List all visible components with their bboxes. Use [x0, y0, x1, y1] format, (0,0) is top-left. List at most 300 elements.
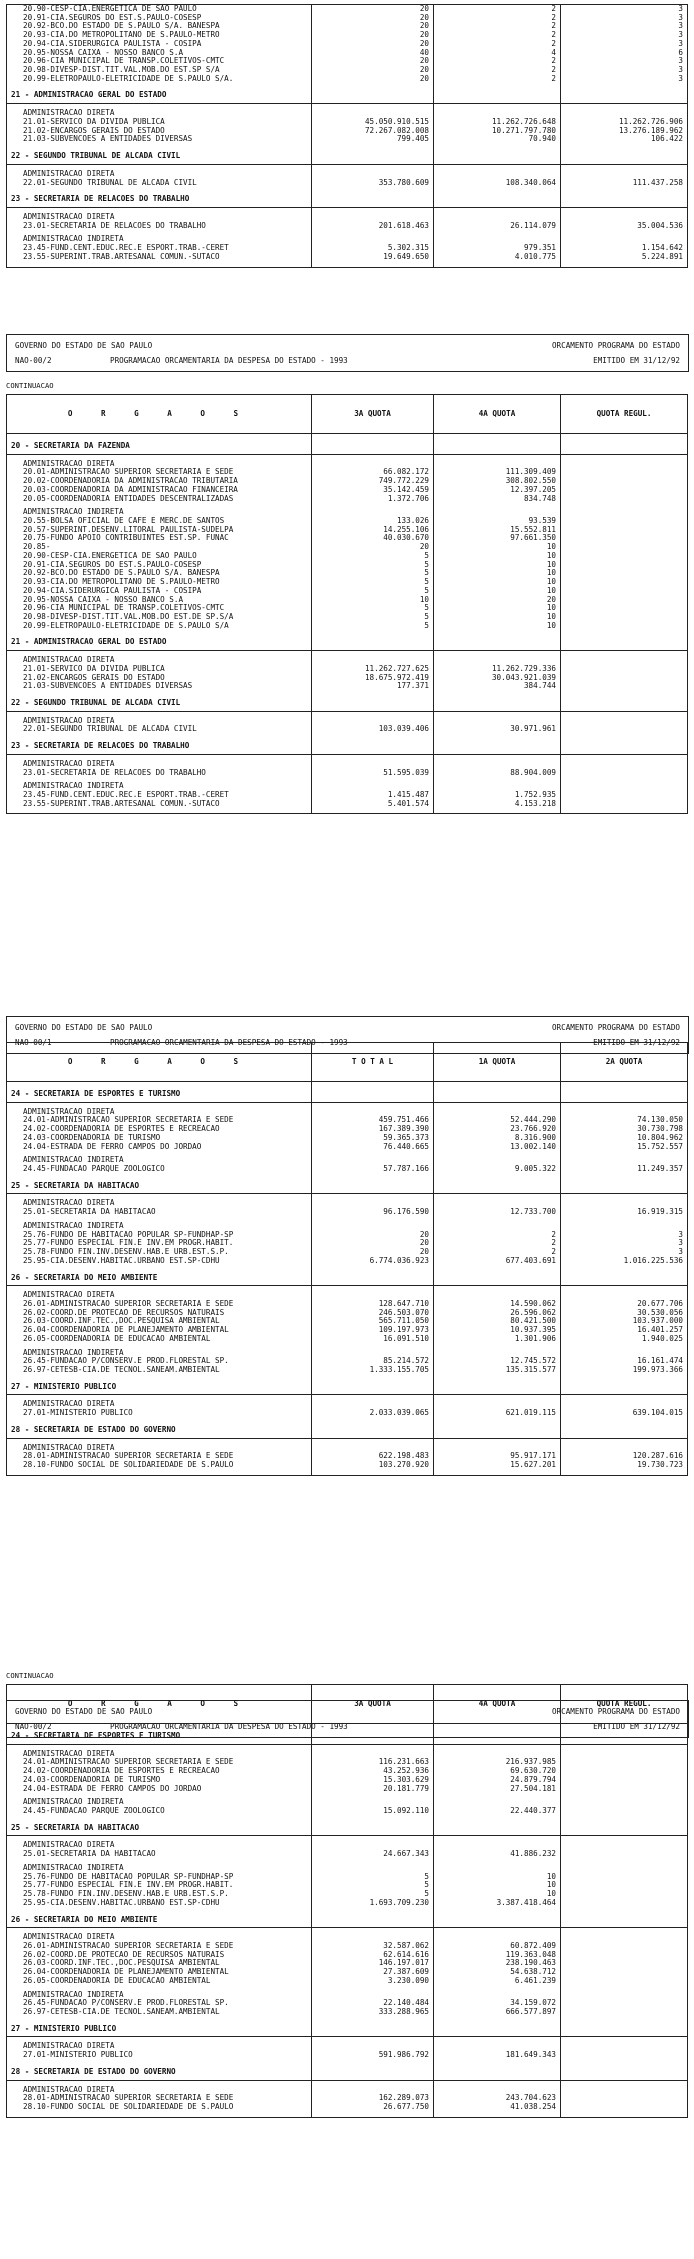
government-label: GOVERNO DO ESTADO DE SAO PAULO: [15, 1023, 153, 1032]
table-row: [7, 1850, 688, 1859]
value-cell-1: [312, 1291, 434, 1300]
value-cell-1: 1.333.155.705: [312, 1366, 434, 1375]
table-row: [7, 1977, 688, 1986]
table-row: [7, 517, 688, 526]
value-cell-3: [561, 1873, 688, 1882]
value-cell-2: 2: [434, 1239, 561, 1248]
value-cell-2: 30.043.921.039: [434, 674, 561, 683]
section-title: 27 - MINISTERIO PUBLICO: [7, 2022, 312, 2037]
section-row: [7, 192, 688, 207]
table-row: [7, 1231, 688, 1240]
orgao-label: 20.90-CESP-CIA.ENERGETICA DE SAO PAULO: [7, 5, 312, 14]
section-row: [7, 439, 688, 454]
value-cell-1: 24.667.343: [312, 1850, 434, 1859]
value-cell-2: 22.440.377: [434, 1807, 561, 1816]
col-header-orgaos: O R G A O S: [7, 395, 312, 434]
orgao-label: 26.04-COORDENADORIA DE PLANEJAMENTO AMBIENTAL: [7, 1968, 312, 1977]
value-cell-3: 3: [561, 1231, 688, 1240]
budget-label: ORCAMENTO PROGRAMA DO ESTADO: [551, 341, 680, 350]
value-cell-3: [561, 2086, 688, 2095]
value-cell-2: 181.649.343: [434, 2051, 561, 2060]
value-cell-2: 54.638.712: [434, 1968, 561, 1977]
value-cell-1: 5.401.574: [312, 800, 434, 809]
emission-date: EMITIDO EM 31/12/92: [593, 1722, 680, 1731]
subheader-row: [7, 2042, 688, 2051]
value-cell-2: 4.153.218: [434, 800, 561, 809]
value-cell-3: [561, 460, 688, 469]
orgao-label: 21.03-SUBVENCOES A ENTIDADES DIVERSAS: [7, 135, 312, 144]
value-cell-1: 15.303.629: [312, 1776, 434, 1785]
value-cell-1: 109.197.973: [312, 1326, 434, 1335]
value-cell-3: 15.752.557: [561, 1143, 688, 1152]
value-cell-2: [434, 1199, 561, 1208]
value-cell-1: [312, 782, 434, 791]
orgao-label: 21.02-ENCARGOS GERAIS DO ESTADO: [7, 127, 312, 136]
value-cell-3: [561, 782, 688, 791]
table-row: [7, 1326, 688, 1335]
value-cell-1: [312, 1087, 434, 1102]
value-cell-3: [561, 213, 688, 222]
value-cell-3: [561, 468, 688, 477]
value-cell-3: 639.104.015: [561, 1409, 688, 1418]
orgao-label: 24.45-FUNDACAO PARQUE ZOOLOGICO: [7, 1807, 312, 1816]
value-cell-2: 12.745.572: [434, 1357, 561, 1366]
value-cell-1: 16.091.510: [312, 1335, 434, 1344]
value-cell-3: [561, 1179, 688, 1194]
table-row: [7, 1248, 688, 1257]
orgao-label: 20.95-NOSSA CAIXA - NOSSO BANCO S.A: [7, 596, 312, 605]
orgao-label: 26.01-ADMINISTRACAO SUPERIOR SECRETARIA E SEDE: [7, 1300, 312, 1309]
value-cell-3: [561, 1108, 688, 1117]
section-title: 28 - SECRETARIA DE ESTADO DO GOVERNO: [7, 1423, 312, 1438]
orgao-label: 25.76-FUNDO DE HABITACAO POPULAR SP-FUNDHAP-SP: [7, 1873, 312, 1882]
value-cell-3: [561, 2042, 688, 2051]
table-row: [7, 569, 688, 578]
table-row: [7, 1300, 688, 1309]
value-cell-3: [561, 1864, 688, 1873]
value-cell-1: 622.198.483: [312, 1452, 434, 1461]
value-cell-3: [561, 2094, 688, 2103]
value-cell-2: [434, 460, 561, 469]
value-cell-2: 10: [434, 543, 561, 552]
value-cell-2: 979.351: [434, 244, 561, 253]
value-cell-1: 11.262.727.625: [312, 665, 434, 674]
subheader-row: [7, 1933, 688, 1942]
table-row: [7, 2094, 688, 2103]
table-row: [7, 1899, 688, 1908]
value-cell-3: [561, 1156, 688, 1165]
value-cell-2: 15.627.201: [434, 1461, 561, 1470]
value-cell-1: [312, 739, 434, 754]
value-cell-2: [434, 1179, 561, 1194]
value-cell-1: 57.787.166: [312, 1165, 434, 1174]
subheader-row: [7, 1108, 688, 1117]
value-cell-1: 20: [312, 22, 434, 31]
value-cell-1: [312, 1444, 434, 1453]
value-cell-2: 4: [434, 49, 561, 58]
value-cell-2: 88.904.009: [434, 769, 561, 778]
value-cell-2: [434, 1349, 561, 1358]
value-cell-1: 2.033.039.065: [312, 1409, 434, 1418]
value-cell-3: [561, 149, 688, 164]
col-header-4a-quota: 4A QUOTA: [434, 395, 561, 434]
section-title: 22 - SEGUNDO TRIBUNAL DE ALCADA CIVIL: [7, 696, 312, 711]
value-cell-2: 10: [434, 1873, 561, 1882]
value-cell-1: [312, 1991, 434, 2000]
value-cell-1: [312, 1400, 434, 1409]
value-cell-1: 591.986.792: [312, 2051, 434, 2060]
value-cell-1: 146.197.017: [312, 1959, 434, 1968]
value-cell-1: 116.231.663: [312, 1758, 434, 1767]
value-cell-2: 95.917.171: [434, 1452, 561, 1461]
value-cell-3: [561, 1890, 688, 1899]
government-label: GOVERNO DO ESTADO DE SAO PAULO: [15, 1707, 153, 1716]
orgao-label: 25.78-FUNDO FIN.INV.DESENV.HAB.E URB.EST.S.P.: [7, 1248, 312, 1257]
value-cell-1: 26.677.750: [312, 2103, 434, 2112]
value-cell-1: 749.772.229: [312, 477, 434, 486]
value-cell-1: 5: [312, 552, 434, 561]
value-cell-3: [561, 674, 688, 683]
value-cell-3: [561, 1798, 688, 1807]
table-row: [7, 1357, 688, 1366]
orgao-label: 23.45-FUND.CENT.EDUC.REC.E ESPORT.TRAB.-CERET: [7, 244, 312, 253]
value-cell-2: [434, 1798, 561, 1807]
value-cell-1: 5.302.315: [312, 244, 434, 253]
value-cell-1: [312, 170, 434, 179]
value-cell-1: 35.142.459: [312, 486, 434, 495]
budget-table: [6, 394, 688, 814]
value-cell-1: [312, 149, 434, 164]
table-row: [7, 1409, 688, 1418]
value-cell-2: 666.577.897: [434, 2008, 561, 2017]
orgao-label: 26.97-CETESB-CIA.DE TECNOL.SANEAM.AMBIENTAL: [7, 1366, 312, 1375]
value-cell-2: [434, 88, 561, 103]
value-cell-2: [434, 1841, 561, 1850]
orgao-label: 25.77-FUNDO ESPECIAL FIN.E INV.EM PROGR.HABIT.: [7, 1239, 312, 1248]
value-cell-2: [434, 1913, 561, 1928]
value-cell-2: [434, 656, 561, 665]
orgao-label: 23.01-SECRETARIA DE RELACOES DO TRABALHO: [7, 222, 312, 231]
value-cell-2: 2: [434, 5, 561, 14]
value-cell-1: 459.751.466: [312, 1116, 434, 1125]
value-cell-2: [434, 760, 561, 769]
value-cell-2: 52.444.290: [434, 1116, 561, 1125]
value-cell-1: [312, 1156, 434, 1165]
value-cell-3: [561, 477, 688, 486]
value-cell-3: [561, 1991, 688, 2000]
subheader-row: [7, 1222, 688, 1231]
table-row: [7, 2051, 688, 2060]
orgao-label: 23.55-SUPERINT.TRAB.ARTESANAL COMUN.-SUTACO: [7, 800, 312, 809]
value-cell-3: [561, 656, 688, 665]
budget-table: [6, 1042, 688, 1476]
value-cell-2: 238.190.463: [434, 1959, 561, 1968]
col-header-2a-quota: 2A QUOTA: [561, 1043, 688, 1082]
table-row: [7, 1785, 688, 1794]
section-row: [7, 739, 688, 754]
value-cell-1: [312, 1798, 434, 1807]
orgao-label: 24.45-FUNDACAO PARQUE ZOOLOGICO: [7, 1165, 312, 1174]
table-row: [7, 534, 688, 543]
orgao-label: 24.04-ESTRADA DE FERRO CAMPOS DO JORDAO: [7, 1143, 312, 1152]
value-cell-2: 26.596.062: [434, 1309, 561, 1318]
value-cell-3: [561, 1850, 688, 1859]
value-cell-3: [561, 495, 688, 504]
section-title: 26 - SECRETARIA DO MEIO AMBIENTE: [7, 1271, 312, 1286]
value-cell-2: 4.010.775: [434, 253, 561, 262]
value-cell-3: [561, 769, 688, 778]
government-label: GOVERNO DO ESTADO DE SAO PAULO: [15, 341, 153, 350]
orgao-label: 26.04-COORDENADORIA DE PLANEJAMENTO AMBIENTAL: [7, 1326, 312, 1335]
value-cell-1: 333.288.965: [312, 2008, 434, 2017]
value-cell-1: 565.711.050: [312, 1317, 434, 1326]
value-cell-3: [561, 1821, 688, 1836]
value-cell-3: [561, 1349, 688, 1358]
admin-type-label: ADMINISTRACAO INDIRETA: [7, 508, 312, 517]
value-cell-1: [312, 717, 434, 726]
orgao-label: 23.55-SUPERINT.TRAB.ARTESANAL COMUN.-SUTACO: [7, 253, 312, 262]
table-row: [7, 1125, 688, 1134]
value-cell-2: [434, 717, 561, 726]
table-row: [7, 118, 688, 127]
value-cell-3: 3: [561, 75, 688, 84]
value-cell-3: [561, 1933, 688, 1942]
value-cell-3: 11.262.726.906: [561, 118, 688, 127]
subheader-row: [7, 1864, 688, 1873]
orgao-label: 25.76-FUNDO DE HABITACAO POPULAR SP-FUNDHAP-SP: [7, 1231, 312, 1240]
subheader-row: [7, 508, 688, 517]
orgao-label: 25.95-CIA.DESENV.HABITAC.URBANO EST.SP-CDHU: [7, 1899, 312, 1908]
section-title: 25 - SECRETARIA DA HABITACAO: [7, 1821, 312, 1836]
value-cell-1: [312, 1750, 434, 1759]
section-row: [7, 1729, 688, 1744]
value-cell-1: [312, 88, 434, 103]
emission-date: EMITIDO EM 31/12/92: [593, 356, 680, 365]
admin-type-label: ADMINISTRACAO DIRETA: [7, 213, 312, 222]
value-cell-3: 3: [561, 40, 688, 49]
value-cell-3: 6: [561, 49, 688, 58]
orgao-label: 26.05-COORDENADORIA DE EDUCACAO AMBIENTAL: [7, 1977, 312, 1986]
value-cell-1: 76.440.665: [312, 1143, 434, 1152]
value-cell-2: [434, 1108, 561, 1117]
continuation-label: CONTINUACAO: [6, 1671, 54, 1680]
value-cell-3: [561, 622, 688, 631]
orgao-label: 28.10-FUNDO SOCIAL DE SOLIDARIEDADE DE S.PAULO: [7, 1461, 312, 1470]
value-cell-1: 799.405: [312, 135, 434, 144]
value-cell-2: 2: [434, 22, 561, 31]
subheader-row: [7, 782, 688, 791]
admin-type-label: ADMINISTRACAO DIRETA: [7, 1108, 312, 1117]
table-row: [7, 561, 688, 570]
value-cell-3: [561, 1729, 688, 1744]
table-row: [7, 1461, 688, 1470]
orgao-label: 20.98-DIVESP-DIST.TIT.VAL.MOB.DO EST.SP S/A: [7, 66, 312, 75]
value-cell-1: [312, 109, 434, 118]
table-row: [7, 135, 688, 144]
value-cell-3: [561, 1750, 688, 1759]
table-row: [7, 552, 688, 561]
value-cell-2: [434, 2042, 561, 2051]
table-row: [7, 1134, 688, 1143]
orgao-label: 26.02-COORD.DE PROTECAO DE RECURSOS NATURAIS: [7, 1951, 312, 1960]
value-cell-2: [434, 739, 561, 754]
col-header-4a-quota: 4A QUOTA: [434, 1685, 561, 1724]
orgao-label: 25.01-SECRETARIA DA HABITACAO: [7, 1850, 312, 1859]
orgao-label: 20.99-ELETROPAULO-ELETRICIDADE DE S.PAULO S/A.: [7, 75, 312, 84]
budget-table: [6, 4, 688, 268]
value-cell-3: [561, 1807, 688, 1816]
orgao-label: 22.01-SEGUNDO TRIBUNAL DE ALCADA CIVIL: [7, 179, 312, 188]
orgao-label: 20.94-CIA.SIDERURGICA PAULISTA - COSIPA: [7, 587, 312, 596]
value-cell-3: [561, 1087, 688, 1102]
table-row: [7, 1165, 688, 1174]
value-cell-2: 384.744: [434, 682, 561, 691]
value-cell-1: 1.693.709.230: [312, 1899, 434, 1908]
orgao-label: 25.77-FUNDO ESPECIAL FIN.E INV.EM PROGR.HABIT.: [7, 1881, 312, 1890]
value-cell-2: [434, 1156, 561, 1165]
value-cell-1: 5: [312, 613, 434, 622]
section-row: [7, 1380, 688, 1395]
value-cell-3: 1.154.642: [561, 244, 688, 253]
value-cell-3: [561, 1841, 688, 1850]
budget-label: ORCAMENTO PROGRAMA DO ESTADO: [551, 1707, 680, 1716]
subheader-row: [7, 717, 688, 726]
orgao-label: 21.03-SUBVENCOES A ENTIDADES DIVERSAS: [7, 682, 312, 691]
value-cell-2: 14.590.062: [434, 1300, 561, 1309]
value-cell-1: 133.026: [312, 517, 434, 526]
report-code: NAO-00/2: [15, 356, 52, 365]
value-cell-1: [312, 760, 434, 769]
value-cell-2: 41.038.254: [434, 2103, 561, 2112]
admin-type-label: ADMINISTRACAO DIRETA: [7, 109, 312, 118]
section-row: [7, 88, 688, 103]
value-cell-3: [561, 587, 688, 596]
value-cell-1: 85.214.572: [312, 1357, 434, 1366]
value-cell-1: 5: [312, 1890, 434, 1899]
value-cell-1: 20: [312, 5, 434, 14]
table-row: [7, 1208, 688, 1217]
value-cell-1: [312, 1179, 434, 1194]
value-cell-2: [434, 2022, 561, 2037]
value-cell-3: [561, 1785, 688, 1794]
table-row: [7, 222, 688, 231]
table-row: [7, 725, 688, 734]
table-row: [7, 604, 688, 613]
value-cell-3: [561, 1968, 688, 1977]
value-cell-2: 60.872.409: [434, 1942, 561, 1951]
value-cell-3: 3: [561, 14, 688, 23]
subheader-row: [7, 170, 688, 179]
section-row: [7, 635, 688, 650]
value-cell-3: 19.730.723: [561, 1461, 688, 1470]
value-cell-1: 20: [312, 14, 434, 23]
orgao-label: 20.57-SUPERINT.DESENV.LITORAL PAULISTA-SUDELPA: [7, 526, 312, 535]
value-cell-3: 74.130.050: [561, 1116, 688, 1125]
value-cell-2: 2: [434, 1248, 561, 1257]
value-cell-3: 20.677.706: [561, 1300, 688, 1309]
value-cell-3: [561, 604, 688, 613]
value-cell-3: [561, 561, 688, 570]
value-cell-1: 6.774.036.923: [312, 1257, 434, 1266]
table-row: [7, 75, 688, 84]
table-row: [7, 57, 688, 66]
value-cell-1: 15.092.110: [312, 1807, 434, 1816]
value-cell-2: 12.397.205: [434, 486, 561, 495]
value-cell-3: [561, 1291, 688, 1300]
value-cell-1: 20: [312, 75, 434, 84]
value-cell-1: 246.503.070: [312, 1309, 434, 1318]
subheader-row: [7, 1991, 688, 2000]
admin-type-label: ADMINISTRACAO DIRETA: [7, 717, 312, 726]
value-cell-3: [561, 739, 688, 754]
orgao-label: 20.94-CIA.SIDERURGICA PAULISTA - COSIPA: [7, 40, 312, 49]
value-cell-1: 20: [312, 1231, 434, 1240]
table-row: [7, 526, 688, 535]
subheader-row: [7, 1349, 688, 1358]
value-cell-1: [312, 235, 434, 244]
col-header-orgaos: O R G A O S: [7, 1043, 312, 1082]
admin-type-label: ADMINISTRACAO INDIRETA: [7, 1222, 312, 1231]
value-cell-2: 26.114.079: [434, 222, 561, 231]
value-cell-3: [561, 1999, 688, 2008]
orgao-label: 24.01-ADMINISTRACAO SUPERIOR SECRETARIA E SEDE: [7, 1758, 312, 1767]
col-header-3a-quota: 3A QUOTA: [312, 395, 434, 434]
value-cell-1: 20: [312, 543, 434, 552]
value-cell-1: 59.365.373: [312, 1134, 434, 1143]
value-cell-2: 3.387.418.464: [434, 1899, 561, 1908]
table-row: [7, 495, 688, 504]
value-cell-1: 51.595.039: [312, 769, 434, 778]
value-cell-1: 103.270.920: [312, 1461, 434, 1470]
subheader-row: [7, 1199, 688, 1208]
value-cell-1: 103.039.406: [312, 725, 434, 734]
budget-label: ORCAMENTO PROGRAMA DO ESTADO: [551, 1023, 680, 1032]
orgao-label: 28.10-FUNDO SOCIAL DE SOLIDARIEDADE DE S.PAULO: [7, 2103, 312, 2112]
value-cell-1: [312, 656, 434, 665]
value-cell-3: 3: [561, 1248, 688, 1257]
value-cell-1: 72.267.082.008: [312, 127, 434, 136]
value-cell-1: [312, 2042, 434, 2051]
value-cell-2: [434, 1087, 561, 1102]
value-cell-2: 10: [434, 569, 561, 578]
report-code: NAO-00/1: [15, 1038, 52, 1047]
value-cell-1: [312, 696, 434, 711]
value-cell-3: [561, 534, 688, 543]
subheader-row: [7, 213, 688, 222]
orgao-label: 20.75-FUNDO APOIO CONTRIBUINTES EST.SP. FUNAC: [7, 534, 312, 543]
value-cell-2: 10: [434, 613, 561, 622]
value-cell-3: [561, 1913, 688, 1928]
value-cell-3: [561, 665, 688, 674]
value-cell-3: [561, 1959, 688, 1968]
value-cell-1: [312, 1199, 434, 1208]
orgao-label: 21.02-ENCARGOS GERAIS DO ESTADO: [7, 674, 312, 683]
orgao-label: 23.01-SECRETARIA DE RELACOES DO TRABALHO: [7, 769, 312, 778]
value-cell-2: [434, 213, 561, 222]
value-cell-1: 353.780.609: [312, 179, 434, 188]
value-cell-2: 2: [434, 75, 561, 84]
value-cell-2: 10: [434, 561, 561, 570]
value-cell-1: 20: [312, 1239, 434, 1248]
value-cell-1: 3.230.090: [312, 1977, 434, 1986]
value-cell-1: 20: [312, 66, 434, 75]
value-cell-3: 11.249.357: [561, 1165, 688, 1174]
value-cell-3: [561, 1380, 688, 1395]
section-row: [7, 1087, 688, 1102]
value-cell-2: 308.802.550: [434, 477, 561, 486]
table-row: [7, 1335, 688, 1344]
value-cell-1: 32.587.062: [312, 1942, 434, 1951]
